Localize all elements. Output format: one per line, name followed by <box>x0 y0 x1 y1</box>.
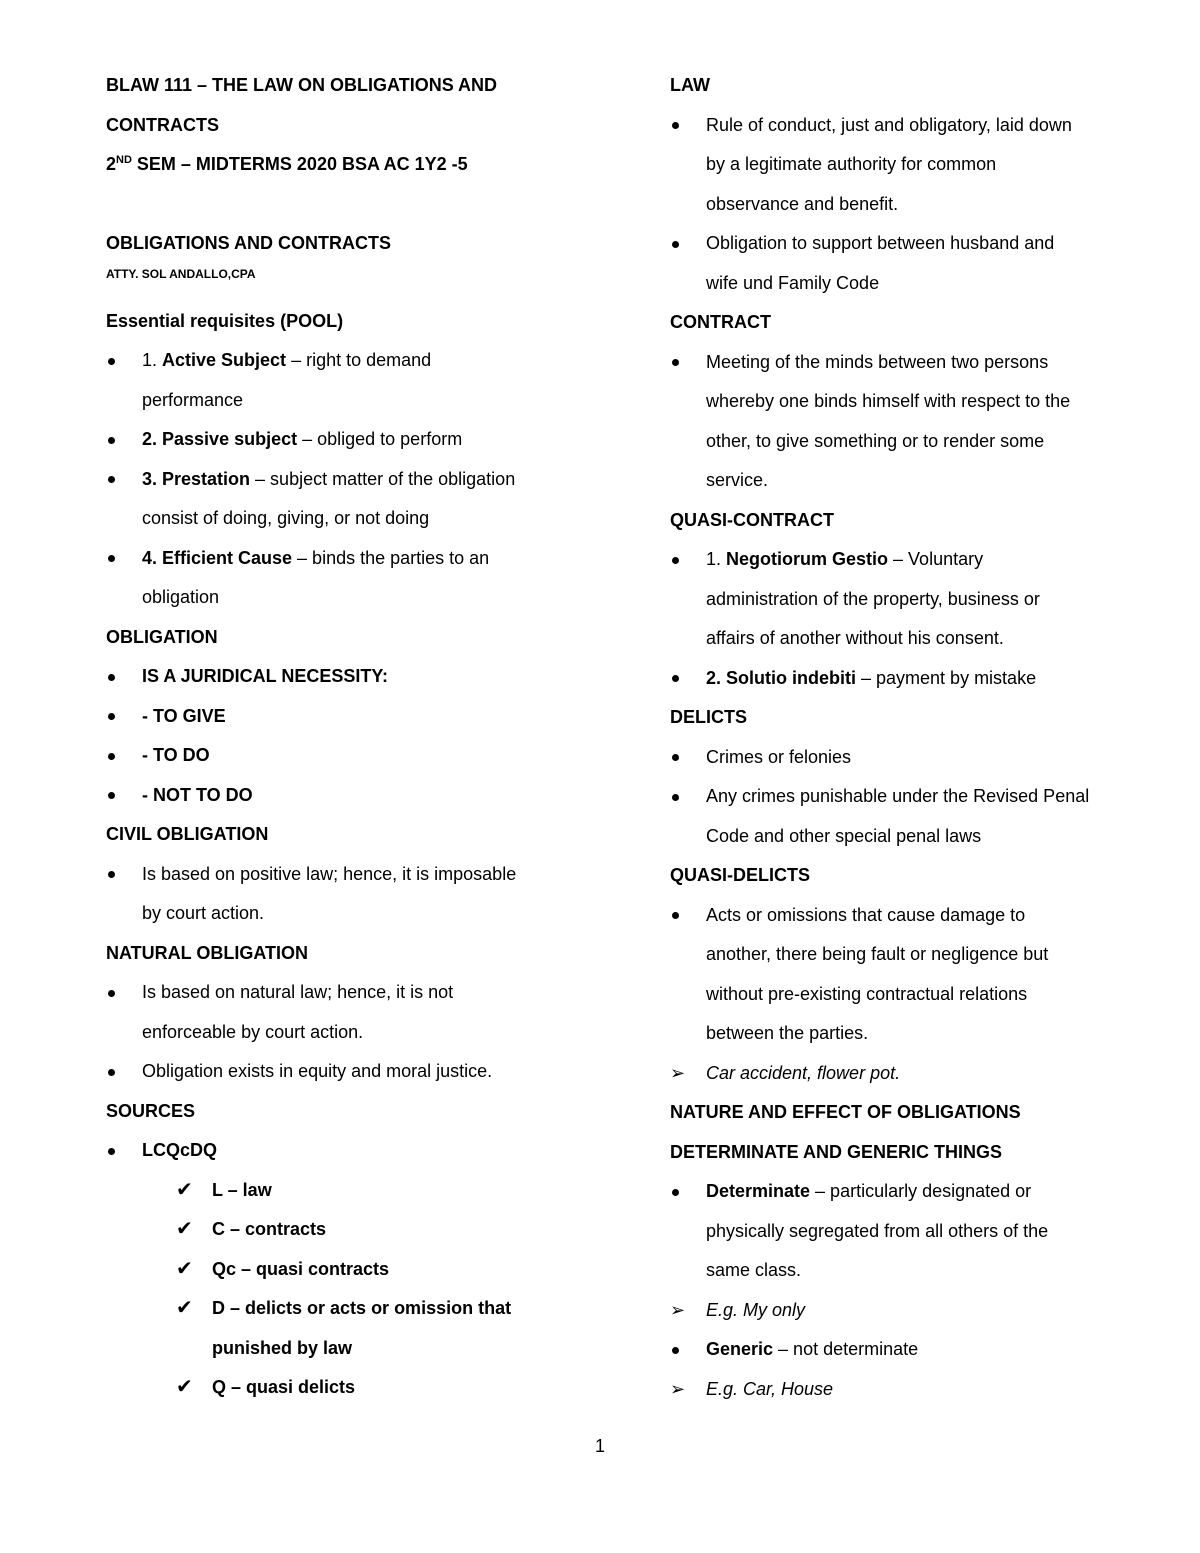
list-item: 3. Prestation – subject matter of the obligation <box>106 460 576 500</box>
civil-obligation-heading: CIVIL OBLIGATION <box>106 824 269 844</box>
list-item: 2. Solutio indebiti – payment by mistake <box>670 659 1140 699</box>
list-item-continuation: without pre-existing contractual relations <box>706 983 1028 1004</box>
sources-heading: SOURCES <box>106 1100 196 1121</box>
bullet-icon <box>672 122 679 129</box>
list-item: Generic – not determinate <box>670 1330 1140 1370</box>
list-item-continuation: obligation <box>142 587 220 607</box>
checkmark-icon: ✔ <box>176 1297 193 1319</box>
bullet-icon <box>672 754 679 761</box>
bullet-icon <box>672 359 679 366</box>
law-heading: LAW <box>670 75 710 95</box>
list-item: 1. Active Subject – right to demand <box>106 341 576 381</box>
list-item-continuation: another, there being fault or negligence but <box>706 944 1049 964</box>
page-number: 1 <box>594 1436 605 1456</box>
arrow-icon: ➢ <box>670 1299 686 1320</box>
list-item: Crimes or felonies <box>670 738 1140 778</box>
left-column <box>106 66 576 1408</box>
list-item-continuation: by a legitimate authority for common <box>706 154 997 174</box>
checkmark-icon: ✔ <box>176 1257 193 1280</box>
bullet-icon <box>672 1189 679 1196</box>
checkmark-icon: ✔ <box>176 1376 193 1398</box>
checkmark-icon: ✔ <box>176 1178 193 1201</box>
bullet-icon <box>108 358 115 365</box>
example-item: ➢ Car accident, flower pot. <box>670 1054 1140 1094</box>
list-item: 4. Efficient Cause – binds the parties to an <box>106 539 576 579</box>
example-item: ➢ E.g. My only <box>670 1291 1140 1331</box>
course-title-line2: CONTRACTS <box>106 114 219 135</box>
bullet-icon <box>108 792 115 799</box>
bullet-icon <box>672 675 679 682</box>
checkmark-icon: ✔ <box>176 1218 193 1240</box>
list-item-continuation: enforceable by court action. <box>142 1021 364 1042</box>
check-item: ✔ D – delicts or acts or omission that <box>106 1289 576 1329</box>
list-item: Meeting of the minds between two persons <box>670 343 1140 383</box>
list-item: - NOT TO DO <box>106 776 576 816</box>
quasi-delicts-heading: QUASI-DELICTS <box>670 865 811 885</box>
list-item-continuation: wife und Family Code <box>706 272 880 293</box>
instructor-name: ATTY. SOL ANDALLO,CPA <box>106 266 256 281</box>
list-item: IS A JURIDICAL NECESSITY: <box>106 657 576 697</box>
check-item-continuation: punished by law <box>212 1337 353 1358</box>
list-item-continuation: physically segregated from all others of the <box>706 1220 1049 1241</box>
list-item: 2. Passive subject – obliged to perform <box>106 420 576 460</box>
list-item-continuation: by court action. <box>142 903 265 923</box>
list-item-continuation: observance and benefit. <box>706 193 899 214</box>
contract-heading: CONTRACT <box>670 312 771 332</box>
list-item-continuation: administration of the property, business or <box>706 588 1040 609</box>
semester-line: 2ND SEM – MIDTERMS 2020 BSA AC 1Y2 -5 <box>106 154 468 174</box>
bullet-icon <box>108 674 115 681</box>
list-item-continuation: affairs of another without his consent. <box>706 628 1004 648</box>
bullet-icon <box>108 1148 115 1155</box>
list-item: Determinate – particularly designated or <box>670 1172 1140 1212</box>
bullet-icon <box>108 555 115 562</box>
list-item: Acts or omissions that cause damage to <box>670 896 1140 936</box>
arrow-icon: ➢ <box>670 1378 686 1399</box>
course-title-line1: BLAW 111 – THE LAW ON OBLIGATIONS AND <box>106 75 498 95</box>
subject-title: OBLIGATIONS AND CONTRACTS <box>106 233 391 253</box>
check-item: ✔ Qc – quasi contracts <box>106 1250 576 1290</box>
bullet-icon <box>672 241 679 248</box>
list-item: Is based on positive law; hence, it is imposable <box>106 855 576 895</box>
right-column <box>670 66 1140 1409</box>
list-item-continuation: between the parties. <box>706 1023 869 1043</box>
check-item: ✔ L – law <box>106 1171 576 1211</box>
check-item: ✔ C – contracts <box>106 1210 576 1250</box>
bullet-icon <box>108 437 115 444</box>
bullet-icon <box>108 871 115 878</box>
things-heading: DETERMINATE AND GENERIC THINGS <box>670 1141 1003 1162</box>
list-item: LCQcDQ <box>106 1131 576 1171</box>
list-item: Rule of conduct, just and obligatory, laid down <box>670 106 1140 146</box>
quasi-contract-heading: QUASI-CONTRACT <box>670 509 834 530</box>
list-item-continuation: Code and other special penal laws <box>706 825 982 846</box>
list-item: Obligation exists in equity and moral justice. <box>106 1052 576 1092</box>
list-item: Is based on natural law; hence, it is not <box>106 973 576 1013</box>
list-item-continuation: other, to give something or to render some <box>706 430 1045 451</box>
bullet-icon <box>108 713 115 720</box>
list-item-continuation: service. <box>706 470 769 490</box>
nature-heading: NATURE AND EFFECT OF OBLIGATIONS <box>670 1102 1021 1122</box>
list-item-continuation: consist of doing, giving, or not doing <box>142 508 430 528</box>
list-item: Obligation to support between husband and <box>670 224 1140 264</box>
bullet-icon <box>108 990 115 997</box>
list-item-continuation: same class. <box>706 1260 802 1280</box>
list-item: Any crimes punishable under the Revised Penal <box>670 777 1140 817</box>
list-item: 1. Negotiorum Gestio – Voluntary <box>670 540 1140 580</box>
natural-obligation-heading: NATURAL OBLIGATION <box>106 942 308 963</box>
bullet-icon <box>108 476 115 483</box>
list-item-continuation: whereby one binds himself with respect to the <box>706 391 1071 411</box>
obligation-heading: OBLIGATION <box>106 626 218 647</box>
arrow-icon: ➢ <box>670 1062 686 1083</box>
list-item: - TO DO <box>106 736 576 776</box>
bullet-icon <box>108 1069 115 1076</box>
check-item: ✔ Q – quasi delicts <box>106 1368 576 1408</box>
list-item: - TO GIVE <box>106 697 576 737</box>
list-item-continuation: performance <box>142 389 244 410</box>
example-item: ➢ E.g. Car, House <box>670 1370 1140 1410</box>
bullet-icon <box>672 557 679 564</box>
bullet-icon <box>672 912 679 919</box>
requisites-heading: Essential requisites (POOL) <box>106 310 344 331</box>
bullet-icon <box>672 794 679 801</box>
bullet-icon <box>672 1347 679 1354</box>
delicts-heading: DELICTS <box>670 707 748 727</box>
bullet-icon <box>108 753 115 760</box>
